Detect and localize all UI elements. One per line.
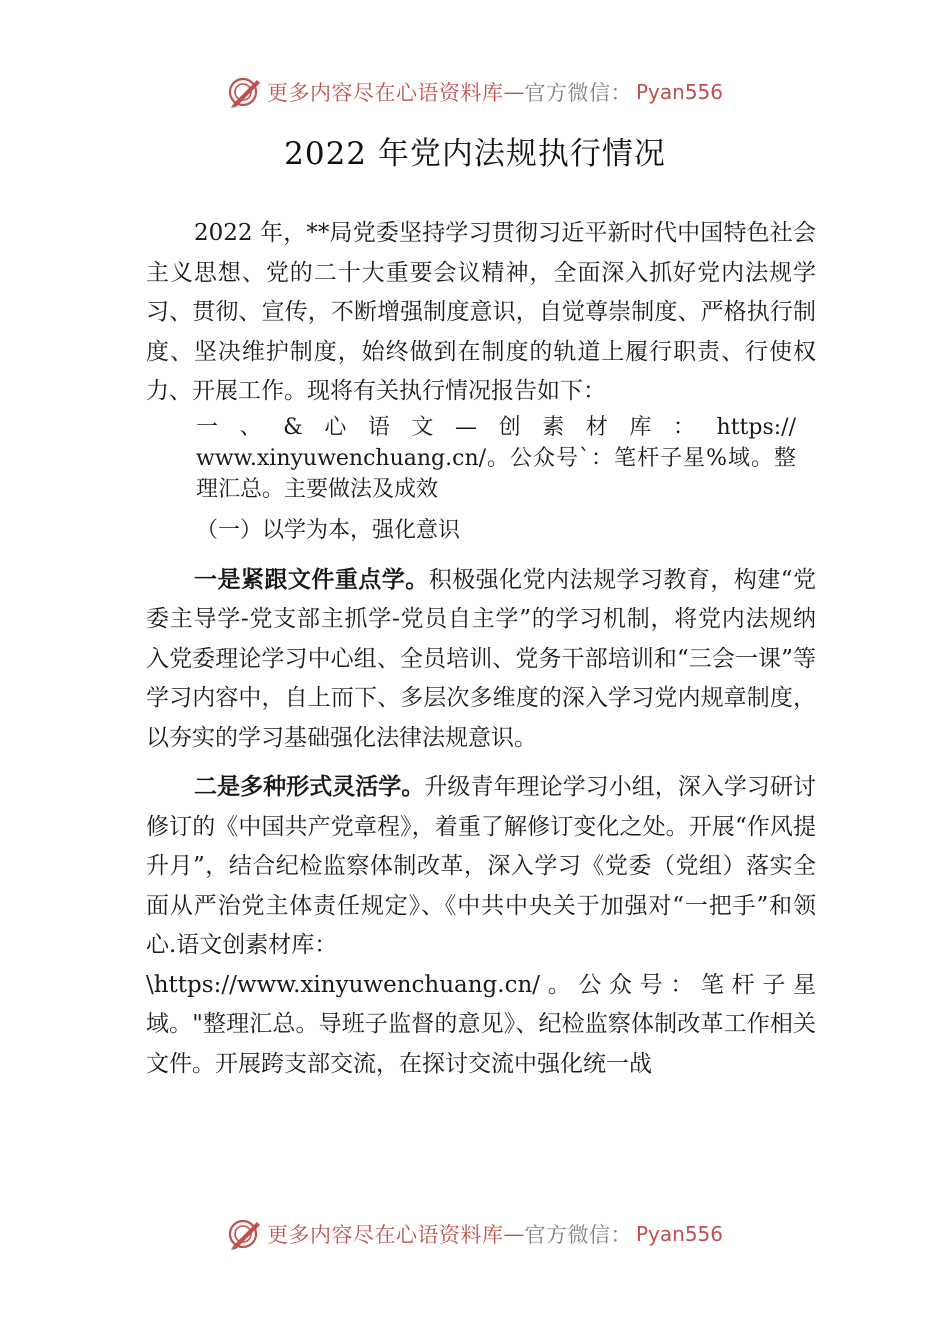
header-banner: [0, 70, 950, 114]
footer-banner-wechat-label: 官方微信：: [524, 1223, 632, 1247]
document-title: 2022 年党内法规执行情况: [284, 136, 666, 172]
paragraph-1: [146, 561, 816, 759]
footer-banner-dash: —: [503, 1222, 525, 1246]
paragraph-1-body: 积极强化党内法规学习教育，构建“党委主导学-党支部主抓学-党员自主学”的学习机制，将党内法规纳入党委理论学习中心组、全员培训、党务干部培训和“三会一课”等学习内容中，自上而下、多层次多维度的深入学习党内规章制度，以夯实的学习基础强化法律法规意识。: [146, 566, 817, 751]
section-heading-1: 一、&心语文—创素材库：https:// www.xinyuwenchuang.cn/。公众号`：笔杆子星%域。整理汇总。主要做法及成效: [196, 414, 796, 502]
banner-wechat-label: 官方微信：: [524, 81, 632, 105]
paragraph-2-continued: \https://www.xinyuwenchuang.cn/。公众号：笔杆子星域。"整理汇总。导班子监督的意见》、纪检监察体制改革工作相关文件。开展跨支部交流，在探讨交流中强化统一战: [146, 971, 816, 1077]
intro-paragraph: 2022 年，**局党委坚持学习贯彻习近平新时代中国特色社会主义思想、党的二十大重要会议精神，全面深入抓好党内法规学习、贯彻、宣传，不断增强制度意识，自觉尊崇制度、严格执行制度、坚决维护制度，始终做到在制度的轨道上履行职责、行使权力、开展工作。现将有关执行情况报告如下：: [146, 220, 816, 404]
pen-logo-icon: [227, 1216, 263, 1252]
banner-text: 更多内容尽在心语资料库: [266, 81, 504, 105]
footer-banner-wechat-id: Pyan556: [635, 1222, 723, 1246]
paragraph-2-body: 升级青年理论学习小组，深入学习研讨修订的《中国共产党章程》，着重了解修订变化之处。开展“作风提升月”，结合纪检监察体制改革，深入学习《党委（党组）落实全面从严治党主体责任规定》、《中共中央关于加强对“一把手”和领心.语文创素材库：: [146, 774, 817, 958]
document-body: [146, 214, 816, 1084]
banner-wechat-id: Pyan556: [635, 80, 723, 104]
footer-banner-text: 更多内容尽在心语资料库: [266, 1223, 504, 1247]
pen-logo-icon: [227, 74, 263, 110]
paragraph-2: [146, 768, 816, 966]
banner-dash: —: [503, 80, 525, 104]
subsection-heading-1: （一）以学为本，强化意识: [196, 517, 461, 543]
paragraph-2-lead: 二是多种形式灵活学。: [194, 774, 425, 800]
footer-banner: [0, 1212, 950, 1256]
paragraph-1-lead: 一是紧跟文件重点学。: [194, 566, 429, 593]
